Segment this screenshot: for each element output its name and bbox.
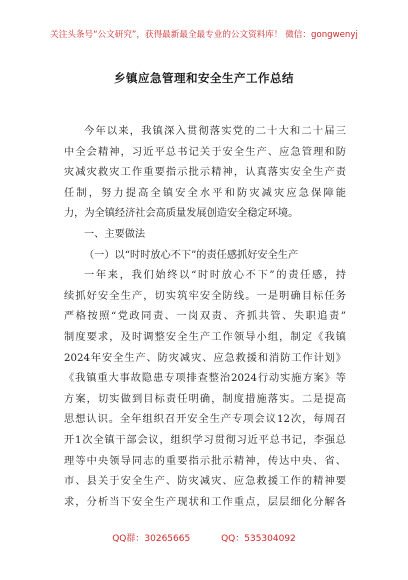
header-promo-text: 关注头条号“公文研究”，获得最新最全最专业的公文资料库！ 微信：gongwenyj xyxy=(50,30,358,40)
paragraph-line: 方案，切实做到目标责任明确，制度措施落实。二是提高 xyxy=(64,393,346,405)
paragraph-line: 2024年安全生产、防灾减灾、应急救援和消防工作计划》 xyxy=(64,352,346,364)
footer-qq-group: QQ群：30265665 xyxy=(112,534,191,544)
paragraph-line: 续抓好安全生产，切实筑牢安全防线。一是明确目标任务 xyxy=(64,290,346,302)
paragraph-line: 求，分析当下安全生产现状和工作重点，层层细化分解各 xyxy=(64,496,346,508)
paragraph-line: 思想认识。全年组织召开安全生产专项会议12次，每周召 xyxy=(64,414,346,426)
document-body xyxy=(64,122,346,513)
paragraph-line: 今年以来，我镇深入贯彻落实党的二十大和二十届三 xyxy=(84,126,346,137)
page-title: 乡镇应急管理和安全生产工作总结 xyxy=(114,71,294,85)
paragraph-line: 严格按照“党政同责、一岗双责、齐抓共管、失职追责” xyxy=(64,311,346,323)
section-heading: 一、主要做法 xyxy=(84,228,146,240)
footer-qq-number: QQ：535304092 xyxy=(221,534,296,544)
subsection-heading: （一）以“时时放心不下”的责任感抓好安全生产 xyxy=(84,249,299,261)
paragraph-line: 市、县关于安全生产、防灾减灾、应急救援工作的精神要 xyxy=(64,476,346,488)
paragraph-line: 开1次全镇干部会议，组织学习贯彻习近平总书记，李强总 xyxy=(64,434,346,446)
paragraph-line: 灾减灾救灾工作重要指示批示精神，认真落实安全生产责 xyxy=(64,167,346,179)
paragraph-line: 《我镇重大事故隐患专项排查整治2024行动实施方案》等 xyxy=(64,373,346,385)
paragraph-line: 一年来，我们始终以“时时放心不下”的责任感，持 xyxy=(84,270,346,282)
paragraph-line: 中全会精神，习近平总书记关于安全生产、应急管理和防 xyxy=(64,146,346,158)
paragraph-line: 制度要求，及时调整安全生产工作领导小组，制定《我镇 xyxy=(64,331,346,343)
paragraph-line: 力，为全镇经济社会高质量发展创造安全稳定环境。 xyxy=(64,208,299,220)
footer-contact xyxy=(0,531,408,544)
paragraph-line: 理等中央领导同志的重要指示批示精神，传达中央、省、 xyxy=(64,455,346,467)
paragraph-line: 任制，努力提高全镇安全水平和防灾减灾应急保障能 xyxy=(64,187,346,199)
